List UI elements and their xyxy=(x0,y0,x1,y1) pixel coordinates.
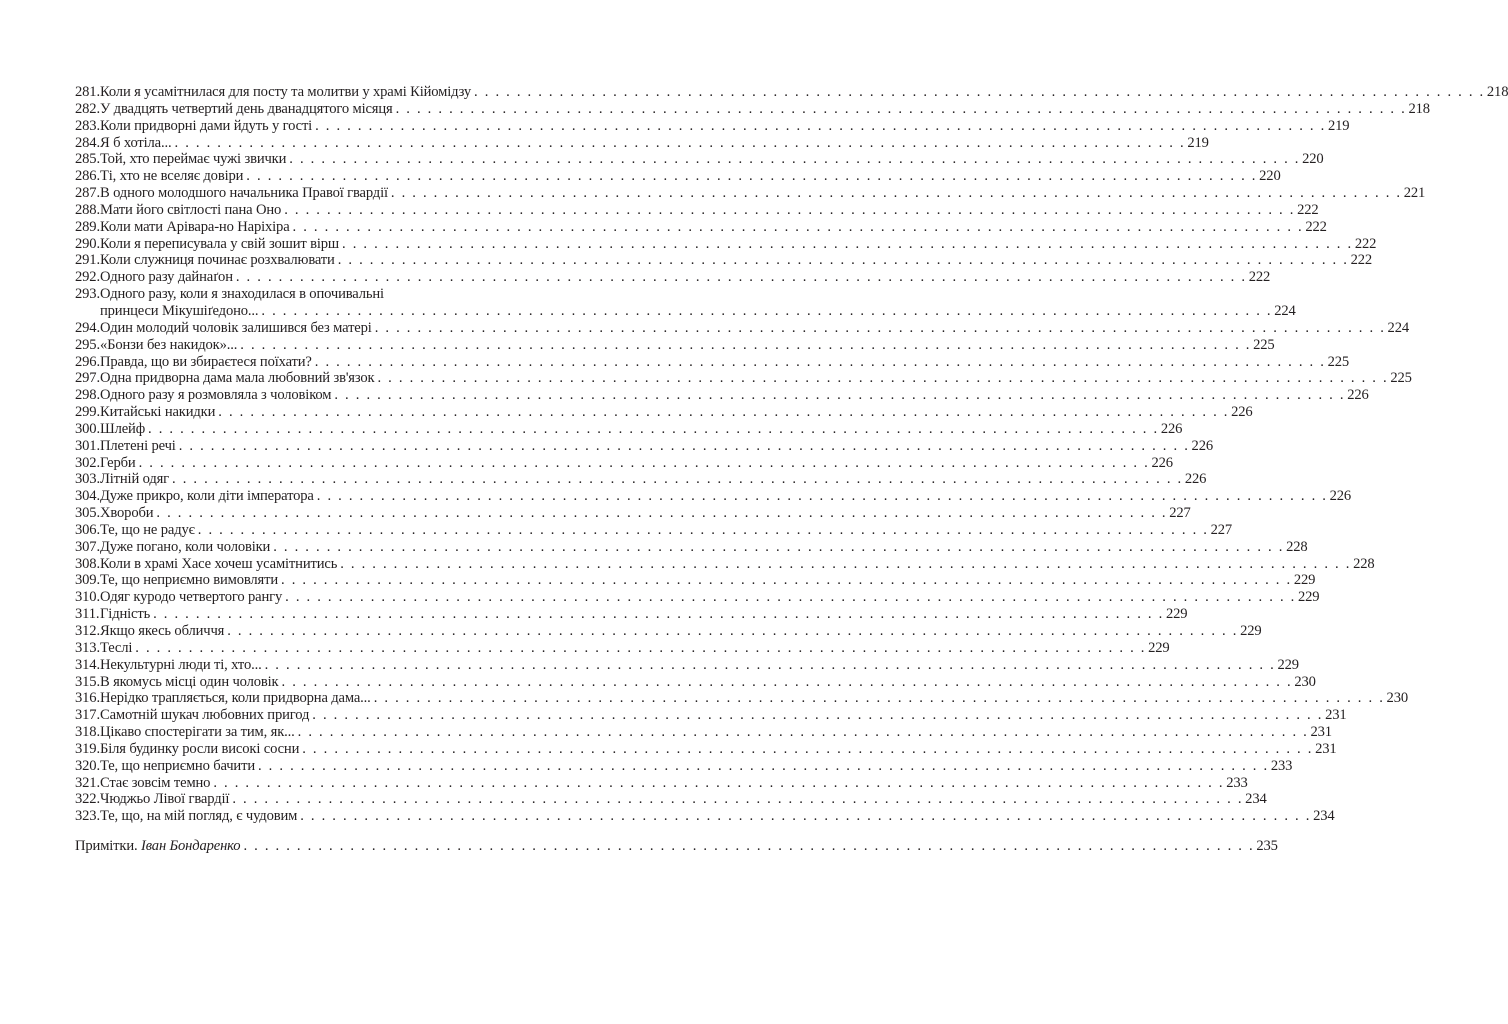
entry-title: Дуже прикро, коли діти імператора xyxy=(100,488,314,505)
entry-number: 286. xyxy=(75,168,100,185)
entry-title: Той, хто переймає чужі звички xyxy=(100,151,287,168)
toc-entry[interactable] xyxy=(75,168,1281,185)
entry-page-number: 226 xyxy=(1231,404,1253,421)
entry-number: 284. xyxy=(75,134,100,151)
entry-title: Коли придворні дами йдуть у гості xyxy=(100,117,313,134)
entry-page-number: 229 xyxy=(1277,656,1299,673)
dot-leader xyxy=(298,724,1309,741)
toc-entry[interactable] xyxy=(75,555,1375,573)
entry-number: 317. xyxy=(75,707,100,724)
toc-entry[interactable] xyxy=(75,454,1173,472)
toc-entry[interactable] xyxy=(75,656,1299,674)
dot-leader xyxy=(315,118,1326,135)
entry-number: 316. xyxy=(75,690,100,707)
entry-number: 302. xyxy=(75,454,100,471)
toc-entry[interactable] xyxy=(75,370,1412,387)
entry-page-number: 222 xyxy=(1297,201,1319,218)
entry-number: 288. xyxy=(75,201,100,218)
entry-page-number: 228 xyxy=(1353,555,1375,572)
entry-page-number: 220 xyxy=(1259,168,1281,185)
toc-entry[interactable] xyxy=(75,185,1426,202)
entry-title: У двадцять четвертий день дванадцятого місяця xyxy=(100,100,393,117)
dot-leader xyxy=(232,791,1243,808)
dot-leader xyxy=(236,269,1247,286)
dot-leader xyxy=(246,168,1257,185)
entry-page-number: 231 xyxy=(1310,724,1332,741)
entry-page-number: 222 xyxy=(1248,269,1271,286)
entry-title: Чюджьо Лівої гвардії xyxy=(100,791,230,808)
entry-number: 300. xyxy=(75,420,100,437)
entry-title: Дуже погано, коли чоловіки xyxy=(100,538,271,555)
toc-entry[interactable] xyxy=(75,134,1209,152)
dot-leader xyxy=(342,236,1353,253)
entry-number: 307. xyxy=(75,538,100,555)
dot-leader xyxy=(227,623,1238,640)
entry-number: 287. xyxy=(75,185,100,202)
entry-page-number: 219 xyxy=(1327,117,1350,134)
dot-leader xyxy=(139,455,1150,472)
entry-title: Шлейф xyxy=(100,420,145,437)
dot-leader xyxy=(281,572,1292,589)
entry-title: Те, що не радує xyxy=(100,521,195,538)
dot-leader xyxy=(213,775,1224,792)
entry-number: 320. xyxy=(75,757,100,774)
entry-number: 314. xyxy=(75,656,100,673)
toc-entry[interactable] xyxy=(75,151,1324,168)
entry-title: Те, що, на мій погляд, є чудовим xyxy=(100,808,298,825)
dot-leader xyxy=(156,505,1167,522)
entry-number: 306. xyxy=(75,521,100,538)
entry-number: 296. xyxy=(75,353,100,370)
notes-label: Примітки. xyxy=(75,838,138,854)
entry-title: Біля будинку росли високі сосни xyxy=(100,740,300,757)
entry-page-number: 222 xyxy=(1354,235,1377,252)
entry-page-number: 229 xyxy=(1293,572,1316,589)
entry-number: 312. xyxy=(75,623,100,639)
entry-title: Стає зовсім темно xyxy=(100,774,211,791)
toc-entry[interactable] xyxy=(75,757,1293,775)
dot-leader xyxy=(273,539,1284,556)
toc-entry[interactable] xyxy=(75,84,1508,101)
entry-number: 310. xyxy=(75,589,100,606)
dot-leader xyxy=(300,808,1311,825)
entry-title: Коли мати Арівара-но Наріхіра xyxy=(100,218,290,235)
entry-title: Один молодий чоловік залишився без матері xyxy=(100,319,372,336)
entry-page-number: 230 xyxy=(1386,690,1408,707)
entry-number: 292. xyxy=(75,269,100,286)
dot-leader xyxy=(148,421,1159,438)
entry-title: Ті, хто не вселяє довіри xyxy=(100,168,244,185)
entry-number: 297. xyxy=(75,370,100,387)
entry-number: 305. xyxy=(75,505,100,522)
entry-page-number: 227 xyxy=(1210,521,1233,538)
entry-page-number: 229 xyxy=(1298,589,1320,606)
entry-number: 281. xyxy=(75,84,100,100)
entry-number: 315. xyxy=(75,673,100,690)
dot-leader xyxy=(375,320,1386,337)
entry-page-number: 231 xyxy=(1325,707,1347,724)
entry-page-number: 222 xyxy=(1350,252,1373,269)
toc-entry[interactable] xyxy=(75,673,1316,691)
entry-title: Цікаво спостерігати за тим, як... xyxy=(100,724,295,741)
toc-entry[interactable] xyxy=(75,606,1188,623)
toc-entry[interactable] xyxy=(75,639,1170,657)
dot-leader xyxy=(153,606,1164,623)
entry-title-continued: принцеси Мікушіґедоно... xyxy=(100,302,259,319)
entry-number: 303. xyxy=(75,471,100,488)
table-of-contents xyxy=(75,84,1508,825)
entry-page-number: 226 xyxy=(1184,471,1207,488)
dot-leader xyxy=(338,252,1349,269)
dot-leader xyxy=(218,404,1229,421)
entry-title: Коли я усамітнилася для посту та молитви у храмі Кійомідзу xyxy=(100,84,472,100)
entry-title: Плетені речі xyxy=(100,437,176,454)
dot-leader xyxy=(315,354,1326,371)
toc-entry[interactable] xyxy=(75,707,1347,724)
entry-page-number: 229 xyxy=(1148,639,1170,656)
toc-entry[interactable] xyxy=(75,404,1253,421)
entry-page-number: 222 xyxy=(1305,218,1327,235)
toc-entry[interactable] xyxy=(75,538,1308,556)
entry-number: 313. xyxy=(75,639,100,656)
entry-number: 282. xyxy=(75,100,100,117)
entry-number: 319. xyxy=(75,740,100,757)
entry-title: Хвороби xyxy=(100,505,154,522)
dot-leader xyxy=(289,151,1300,168)
entry-number: 285. xyxy=(75,151,100,168)
dot-leader xyxy=(282,674,1293,691)
toc-entry[interactable] xyxy=(75,252,1373,269)
entry-title: Китайські накидки xyxy=(100,404,216,421)
dot-leader xyxy=(340,556,1351,573)
entry-page-number: 227 xyxy=(1169,505,1191,522)
dot-leader xyxy=(334,387,1345,404)
toc-entry[interactable] xyxy=(75,387,1369,404)
toc-entry[interactable] xyxy=(75,589,1320,606)
dot-leader xyxy=(474,84,1485,101)
toc-entry[interactable] xyxy=(75,286,1296,320)
entry-title: Літній одяг xyxy=(100,471,170,488)
entry-title: Одного разу я розмовляла з чоловіком xyxy=(100,387,332,404)
dot-leader xyxy=(377,370,1388,387)
entry-number: 298. xyxy=(75,387,100,404)
dot-leader xyxy=(135,640,1146,657)
dot-leader xyxy=(198,522,1209,539)
entry-title: Герби xyxy=(100,454,136,471)
notes-author: Іван Бондаренко xyxy=(141,838,241,854)
entry-page-number: 225 xyxy=(1327,353,1350,370)
entry-title: Правда, що ви збираєтеся поїхати? xyxy=(100,353,312,370)
dot-leader xyxy=(285,589,1296,606)
entry-title: Одного разу, коли я знаходилася в опочивальні xyxy=(100,286,384,303)
entry-page-number: 231 xyxy=(1315,740,1337,757)
dot-leader xyxy=(261,303,1272,320)
entry-title: Якщо якесь обличчя xyxy=(100,623,225,639)
entry-number: 290. xyxy=(75,235,100,252)
entry-number: 295. xyxy=(75,336,100,353)
toc-entry[interactable] xyxy=(75,774,1248,792)
entry-title: Те, що неприємно бачити xyxy=(100,757,255,774)
dot-leader xyxy=(243,838,1254,855)
entry-title: Самотній шукач любовних пригод xyxy=(100,707,310,724)
toc-entry[interactable] xyxy=(75,336,1275,354)
entry-page-number: 220 xyxy=(1302,151,1324,168)
entry-page-number: 226 xyxy=(1191,437,1213,454)
entry-number: 289. xyxy=(75,218,100,235)
toc-entry[interactable] xyxy=(75,623,1262,640)
entry-page-number: 226 xyxy=(1151,454,1173,471)
toc-entry[interactable] xyxy=(75,740,1337,758)
entry-page-number: 233 xyxy=(1270,757,1293,774)
entry-page-number: 228 xyxy=(1286,538,1308,555)
entry-title: Теслі xyxy=(100,639,133,656)
toc-entry[interactable] xyxy=(75,521,1233,539)
entry-title: В якомусь місці один чоловік xyxy=(100,673,279,690)
dot-leader xyxy=(317,488,1328,505)
toc-entry-notes[interactable] xyxy=(75,838,1278,855)
entry-page-number: 225 xyxy=(1390,370,1412,387)
entry-number: 322. xyxy=(75,791,100,808)
entry-number: 299. xyxy=(75,404,100,421)
notes-page-number: 235 xyxy=(1256,838,1278,854)
toc-entry[interactable] xyxy=(75,319,1409,337)
entry-page-number: 229 xyxy=(1240,623,1262,639)
dot-leader xyxy=(284,202,1295,219)
dot-leader xyxy=(179,438,1190,455)
toc-entry[interactable] xyxy=(75,791,1267,808)
entry-page-number: 233 xyxy=(1226,774,1248,791)
entry-page-number: 234 xyxy=(1245,791,1267,808)
entry-page-number: 219 xyxy=(1187,134,1209,151)
entry-page-number: 225 xyxy=(1253,336,1275,353)
dot-leader xyxy=(172,471,1183,488)
toc-entry[interactable] xyxy=(75,420,1183,438)
toc-entry[interactable] xyxy=(75,218,1327,236)
entry-number: 301. xyxy=(75,437,100,454)
entry-title: «Бонзи без накидок»... xyxy=(100,336,238,353)
entry-number: 318. xyxy=(75,724,100,741)
dot-leader xyxy=(175,135,1186,152)
toc-entry[interactable] xyxy=(75,201,1319,219)
toc-entry[interactable] xyxy=(75,471,1207,488)
entry-page-number: 230 xyxy=(1294,673,1316,690)
toc-entry[interactable] xyxy=(75,808,1335,825)
entry-number: 309. xyxy=(75,572,100,589)
entry-title: Те, що неприємно вимовляти xyxy=(100,572,278,589)
entry-number: 293. xyxy=(75,286,100,303)
entry-title: Коли в храмі Хасе хочеш усамітнитись xyxy=(100,555,338,572)
dot-leader xyxy=(391,185,1402,202)
entry-title: Я б хотіла... xyxy=(100,134,172,151)
toc-entry[interactable] xyxy=(75,117,1350,135)
toc-entry[interactable] xyxy=(75,724,1332,741)
entry-number: 308. xyxy=(75,555,100,572)
entry-page-number: 226 xyxy=(1329,488,1352,505)
entry-page-number: 226 xyxy=(1160,420,1183,437)
dot-leader xyxy=(312,707,1323,724)
entry-title: Одна придворна дама мала любовний зв'язок xyxy=(100,370,375,387)
entry-page-number: 218 xyxy=(1486,84,1508,100)
entry-number: 283. xyxy=(75,117,100,134)
toc-entry[interactable] xyxy=(75,269,1271,286)
entry-page-number: 234 xyxy=(1313,808,1335,825)
entry-title: Некультурні люди ті, хто... xyxy=(100,656,262,673)
toc-entry[interactable] xyxy=(75,488,1352,505)
entry-number: 321. xyxy=(75,774,100,791)
toc-entry[interactable] xyxy=(75,505,1191,522)
entry-title: Гідність xyxy=(100,606,151,623)
dot-leader xyxy=(265,657,1276,674)
dot-leader xyxy=(240,337,1251,354)
entry-number: 304. xyxy=(75,488,100,505)
entry-page-number: 218 xyxy=(1408,100,1430,117)
entry-number: 323. xyxy=(75,808,100,825)
entry-title: Мати його світлості пана Оно xyxy=(100,201,282,218)
entry-title: Одного разу дайнаґон xyxy=(100,269,233,286)
entry-page-number: 224 xyxy=(1274,302,1296,319)
dot-leader xyxy=(374,690,1385,707)
entry-title: Коли служниця починає розхвалювати xyxy=(100,252,335,269)
toc-entry[interactable] xyxy=(75,572,1316,589)
dot-leader xyxy=(302,741,1313,758)
entry-page-number: 221 xyxy=(1403,185,1426,202)
toc-entry[interactable] xyxy=(75,437,1213,455)
entry-number: 291. xyxy=(75,252,100,269)
entry-page-number: 229 xyxy=(1165,606,1188,623)
toc-entry[interactable] xyxy=(75,353,1350,371)
entry-number: 294. xyxy=(75,319,100,336)
entry-title: Коли я переписувала у свій зошит вірш xyxy=(100,235,339,252)
entry-number: 311. xyxy=(75,606,100,623)
toc-entry[interactable] xyxy=(75,235,1377,253)
dot-leader xyxy=(396,101,1407,118)
toc-entry[interactable] xyxy=(75,690,1408,707)
toc-entry[interactable] xyxy=(75,100,1430,118)
entry-page-number: 224 xyxy=(1387,319,1409,336)
entry-title: В одного молодшого начальника Правої гвардії xyxy=(100,185,388,202)
dot-leader xyxy=(293,219,1304,236)
entry-page-number: 226 xyxy=(1347,387,1369,404)
entry-title: Нерідко трапляється, коли придворна дама... xyxy=(100,690,371,707)
dot-leader xyxy=(258,758,1269,775)
entry-title: Одяг куродо четвертого рангу xyxy=(100,589,283,606)
